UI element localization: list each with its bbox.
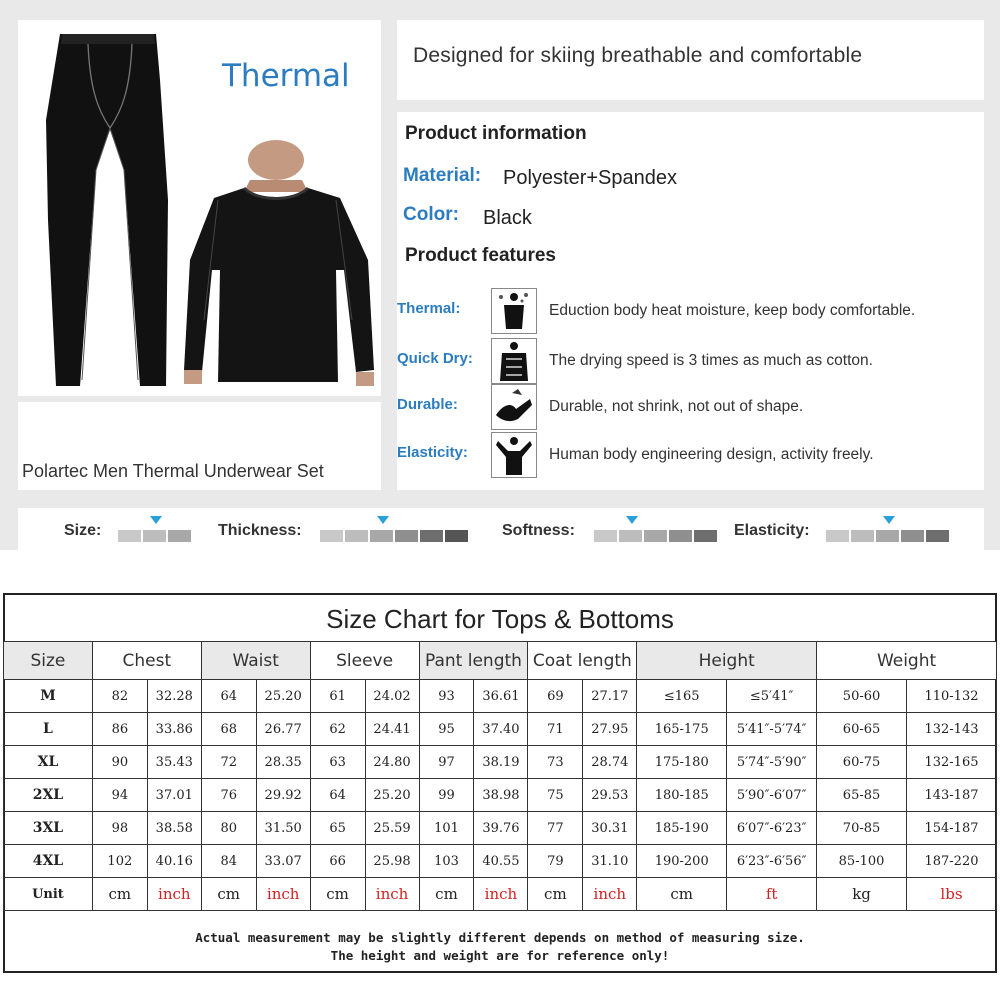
thermal-body-icon [491, 288, 537, 334]
size-label: 2XL [4, 779, 93, 812]
measurement-cell: 27.95 [583, 713, 637, 746]
quick-dry-icon [491, 338, 537, 384]
unit-row [4, 878, 997, 911]
rating-segment [851, 530, 874, 542]
measurement-cell: 70-85 [817, 812, 907, 845]
color-label: Color: [403, 204, 459, 225]
measurement-cell: 30.31 [583, 812, 637, 845]
feature-durable [397, 384, 984, 430]
unit-cell: inch [365, 878, 419, 911]
rating-marker-icon [626, 516, 638, 524]
size-chart-header-row [4, 642, 997, 680]
measurement-cell: 33.07 [256, 845, 310, 878]
measurement-cell: 31.10 [583, 845, 637, 878]
measurement-cell: 38.19 [474, 746, 528, 779]
unit-cell: cm [92, 878, 147, 911]
rating-segment [926, 530, 949, 542]
feature-thermal [397, 288, 984, 334]
measurement-cell: 37.01 [147, 779, 201, 812]
feature-text: Eduction body heat moisture, keep body comfortable. [549, 302, 916, 319]
stretch-hands-icon [491, 384, 537, 430]
measurement-cell: 25.20 [365, 779, 419, 812]
measurement-cell: 38.98 [474, 779, 528, 812]
measurement-cell: 77 [528, 812, 583, 845]
measurement-cell: 63 [310, 746, 365, 779]
rating-segment [669, 530, 692, 542]
rating-segment [143, 530, 166, 542]
unit-cell: cm [528, 878, 583, 911]
unit-cell: inch [474, 878, 528, 911]
measurement-cell: 65 [310, 812, 365, 845]
measurement-cell: ≤5′41″ [727, 680, 817, 713]
size-chart-title: Size Chart for Tops & Bottoms [326, 604, 674, 634]
measurement-cell: 64 [201, 680, 256, 713]
tagline-panel [397, 20, 984, 100]
measurement-cell: 60-75 [817, 746, 907, 779]
measurement-cell: 71 [528, 713, 583, 746]
column-header: Sleeve [310, 642, 419, 680]
column-header: Height [637, 642, 817, 680]
measurement-cell: 68 [201, 713, 256, 746]
measurement-cell: 190-200 [637, 845, 727, 878]
column-header: Coat length [528, 642, 637, 680]
measurement-cell: 90 [92, 746, 147, 779]
measurement-cell: 93 [419, 680, 474, 713]
product-info-title: Product information [405, 123, 587, 144]
rating-track [826, 530, 951, 542]
measurement-cell: 73 [528, 746, 583, 779]
measurement-cell: 86 [92, 713, 147, 746]
feature-text: The drying speed is 3 times as much as cotton. [549, 352, 873, 369]
measurement-cell: 24.41 [365, 713, 419, 746]
rating-segment [320, 530, 343, 542]
unit-cell: cm [419, 878, 474, 911]
measurement-cell: 40.55 [474, 845, 528, 878]
measurement-cell: 25.59 [365, 812, 419, 845]
measurement-cell: 165-175 [637, 713, 727, 746]
measurement-cell: 62 [310, 713, 365, 746]
measurement-cell: 65-85 [817, 779, 907, 812]
rating-segment [168, 530, 191, 542]
size-row [4, 779, 997, 812]
measurement-cell: 29.92 [256, 779, 310, 812]
size-row [4, 680, 997, 713]
unit-cell: inch [583, 878, 637, 911]
size-label: 3XL [4, 812, 93, 845]
measurement-cell: 60-65 [817, 713, 907, 746]
rating-track [594, 530, 719, 542]
column-header: Size [4, 642, 93, 680]
rating-segment [826, 530, 849, 542]
ratings-panel [18, 508, 984, 550]
feature-label: Elasticity: [397, 444, 468, 461]
measurement-cell: 80 [201, 812, 256, 845]
measurement-cell: 25.98 [365, 845, 419, 878]
rating-track [320, 530, 470, 542]
measurement-cell: 187-220 [906, 845, 996, 878]
rating-segment [901, 530, 924, 542]
measurement-cell: 76 [201, 779, 256, 812]
column-header: Pant length [419, 642, 528, 680]
feature-label: Quick Dry: [397, 350, 473, 367]
measurement-cell: 180-185 [637, 779, 727, 812]
measurement-cell: 154-187 [906, 812, 996, 845]
measurement-cell: 84 [201, 845, 256, 878]
measurement-cell: 24.80 [365, 746, 419, 779]
rating-segment [644, 530, 667, 542]
product-info-panel [397, 112, 984, 490]
size-chart [3, 593, 997, 973]
rating-label: Thickness: [218, 522, 302, 539]
measurement-cell: 66 [310, 845, 365, 878]
size-row [4, 746, 997, 779]
measurement-cell: 102 [92, 845, 147, 878]
measurement-cell: 39.76 [474, 812, 528, 845]
measurement-cell: 5′41″-5′74″ [727, 713, 817, 746]
measurement-cell: 185-190 [637, 812, 727, 845]
feature-text: Human body engineering design, activity freely. [549, 446, 874, 463]
measurement-cell: 27.17 [583, 680, 637, 713]
rating-segment [876, 530, 899, 542]
measurement-cell: 97 [419, 746, 474, 779]
measurement-cell: 69 [528, 680, 583, 713]
rating-label: Elasticity: [734, 522, 810, 539]
measurement-cell: 101 [419, 812, 474, 845]
size-label: M [4, 680, 93, 713]
rating-segment [445, 530, 468, 542]
measurement-cell: 50-60 [817, 680, 907, 713]
rating-segment [619, 530, 642, 542]
measurement-cell: 6′07″-6′23″ [727, 812, 817, 845]
elastic-body-icon [491, 432, 537, 478]
measurement-cell: 98 [92, 812, 147, 845]
measurement-cell: ≤165 [637, 680, 727, 713]
measurement-cell: 79 [528, 845, 583, 878]
measurement-cell: 95 [419, 713, 474, 746]
product-image-panel [18, 20, 381, 396]
measurement-cell: 24.02 [365, 680, 419, 713]
material-value: Polyester+Spandex [503, 167, 678, 189]
measurement-cell: 35.43 [147, 746, 201, 779]
measurement-cell: 82 [92, 680, 147, 713]
measurement-cell: 85-100 [817, 845, 907, 878]
unit-cell: inch [256, 878, 310, 911]
rating-marker-icon [883, 516, 895, 524]
rating-label: Size: [64, 522, 102, 539]
measurement-cell: 25.20 [256, 680, 310, 713]
measurement-cell: 33.86 [147, 713, 201, 746]
measurement-cell: 132-165 [906, 746, 996, 779]
rating-marker-icon [377, 516, 389, 524]
rating-segment [118, 530, 141, 542]
column-header: Weight [817, 642, 997, 680]
measurement-cell: 28.35 [256, 746, 310, 779]
measurement-cell: 61 [310, 680, 365, 713]
unit-cell: ft [727, 878, 817, 911]
size-label: L [4, 713, 93, 746]
measurement-cell: 40.16 [147, 845, 201, 878]
measurement-cell: 175-180 [637, 746, 727, 779]
measurement-cell: 5′74″-5′90″ [727, 746, 817, 779]
measurement-cell: 94 [92, 779, 147, 812]
measurement-cell: 75 [528, 779, 583, 812]
product-name-panel [18, 402, 381, 490]
thermal-top-image [184, 140, 374, 386]
rating-marker-icon [150, 516, 162, 524]
size-row [4, 812, 997, 845]
feature-label: Thermal: [397, 300, 461, 317]
measurement-cell: 29.53 [583, 779, 637, 812]
unit-cell: kg [817, 878, 907, 911]
rating-track [118, 530, 193, 542]
feature-elasticity [397, 432, 984, 478]
feature-label: Durable: [397, 396, 458, 413]
column-header: Chest [92, 642, 201, 680]
unit-cell: cm [310, 878, 365, 911]
measurement-cell: 143-187 [906, 779, 996, 812]
size-row [4, 845, 997, 878]
measurement-cell: 103 [419, 845, 474, 878]
product-name: Polartec Men Thermal Underwear Set [22, 461, 324, 481]
unit-cell: lbs [906, 878, 996, 911]
size-row [4, 713, 997, 746]
feature-text: Durable, not shrink, not out of shape. [549, 398, 804, 415]
image-caption: Thermal [222, 58, 350, 94]
rating-segment [694, 530, 717, 542]
measurement-cell: 26.77 [256, 713, 310, 746]
measurement-cell: 38.58 [147, 812, 201, 845]
measurement-cell: 37.40 [474, 713, 528, 746]
unit-cell: cm [201, 878, 256, 911]
measurement-cell: 99 [419, 779, 474, 812]
column-header: Waist [201, 642, 310, 680]
measurement-cell: 132-143 [906, 713, 996, 746]
thermal-pants-image [46, 34, 168, 386]
measurement-cell: 110-132 [906, 680, 996, 713]
measurement-cell: 31.50 [256, 812, 310, 845]
unit-cell: cm [637, 878, 727, 911]
size-label: 4XL [4, 845, 93, 878]
measurement-cell: 32.28 [147, 680, 201, 713]
color-value: Black [483, 207, 532, 229]
measurement-cell: 5′90″-6′07″ [727, 779, 817, 812]
rating-segment [420, 530, 443, 542]
unit-cell: inch [147, 878, 201, 911]
size-chart-table [3, 641, 997, 911]
measurement-note: Actual measurement may be slightly different depends on method of measuring size. [195, 930, 805, 945]
measurement-cell: 6′23″-6′56″ [727, 845, 817, 878]
measurement-cell: 64 [310, 779, 365, 812]
rating-segment [370, 530, 393, 542]
measurement-cell: 36.61 [474, 680, 528, 713]
rating-segment [395, 530, 418, 542]
feature-quick-dry [397, 338, 984, 384]
measurement-cell: 72 [201, 746, 256, 779]
measurement-cell: 28.74 [583, 746, 637, 779]
reference-note: The height and weight are for reference only! [330, 948, 670, 963]
product-features-title: Product features [405, 245, 556, 266]
size-label: XL [4, 746, 93, 779]
rating-label: Softness: [502, 522, 575, 539]
rating-segment [345, 530, 368, 542]
rating-segment [594, 530, 617, 542]
unit-label: Unit [4, 878, 93, 911]
material-label: Material: [403, 165, 482, 186]
tagline: Designed for skiing breathable and comfortable [413, 44, 863, 67]
